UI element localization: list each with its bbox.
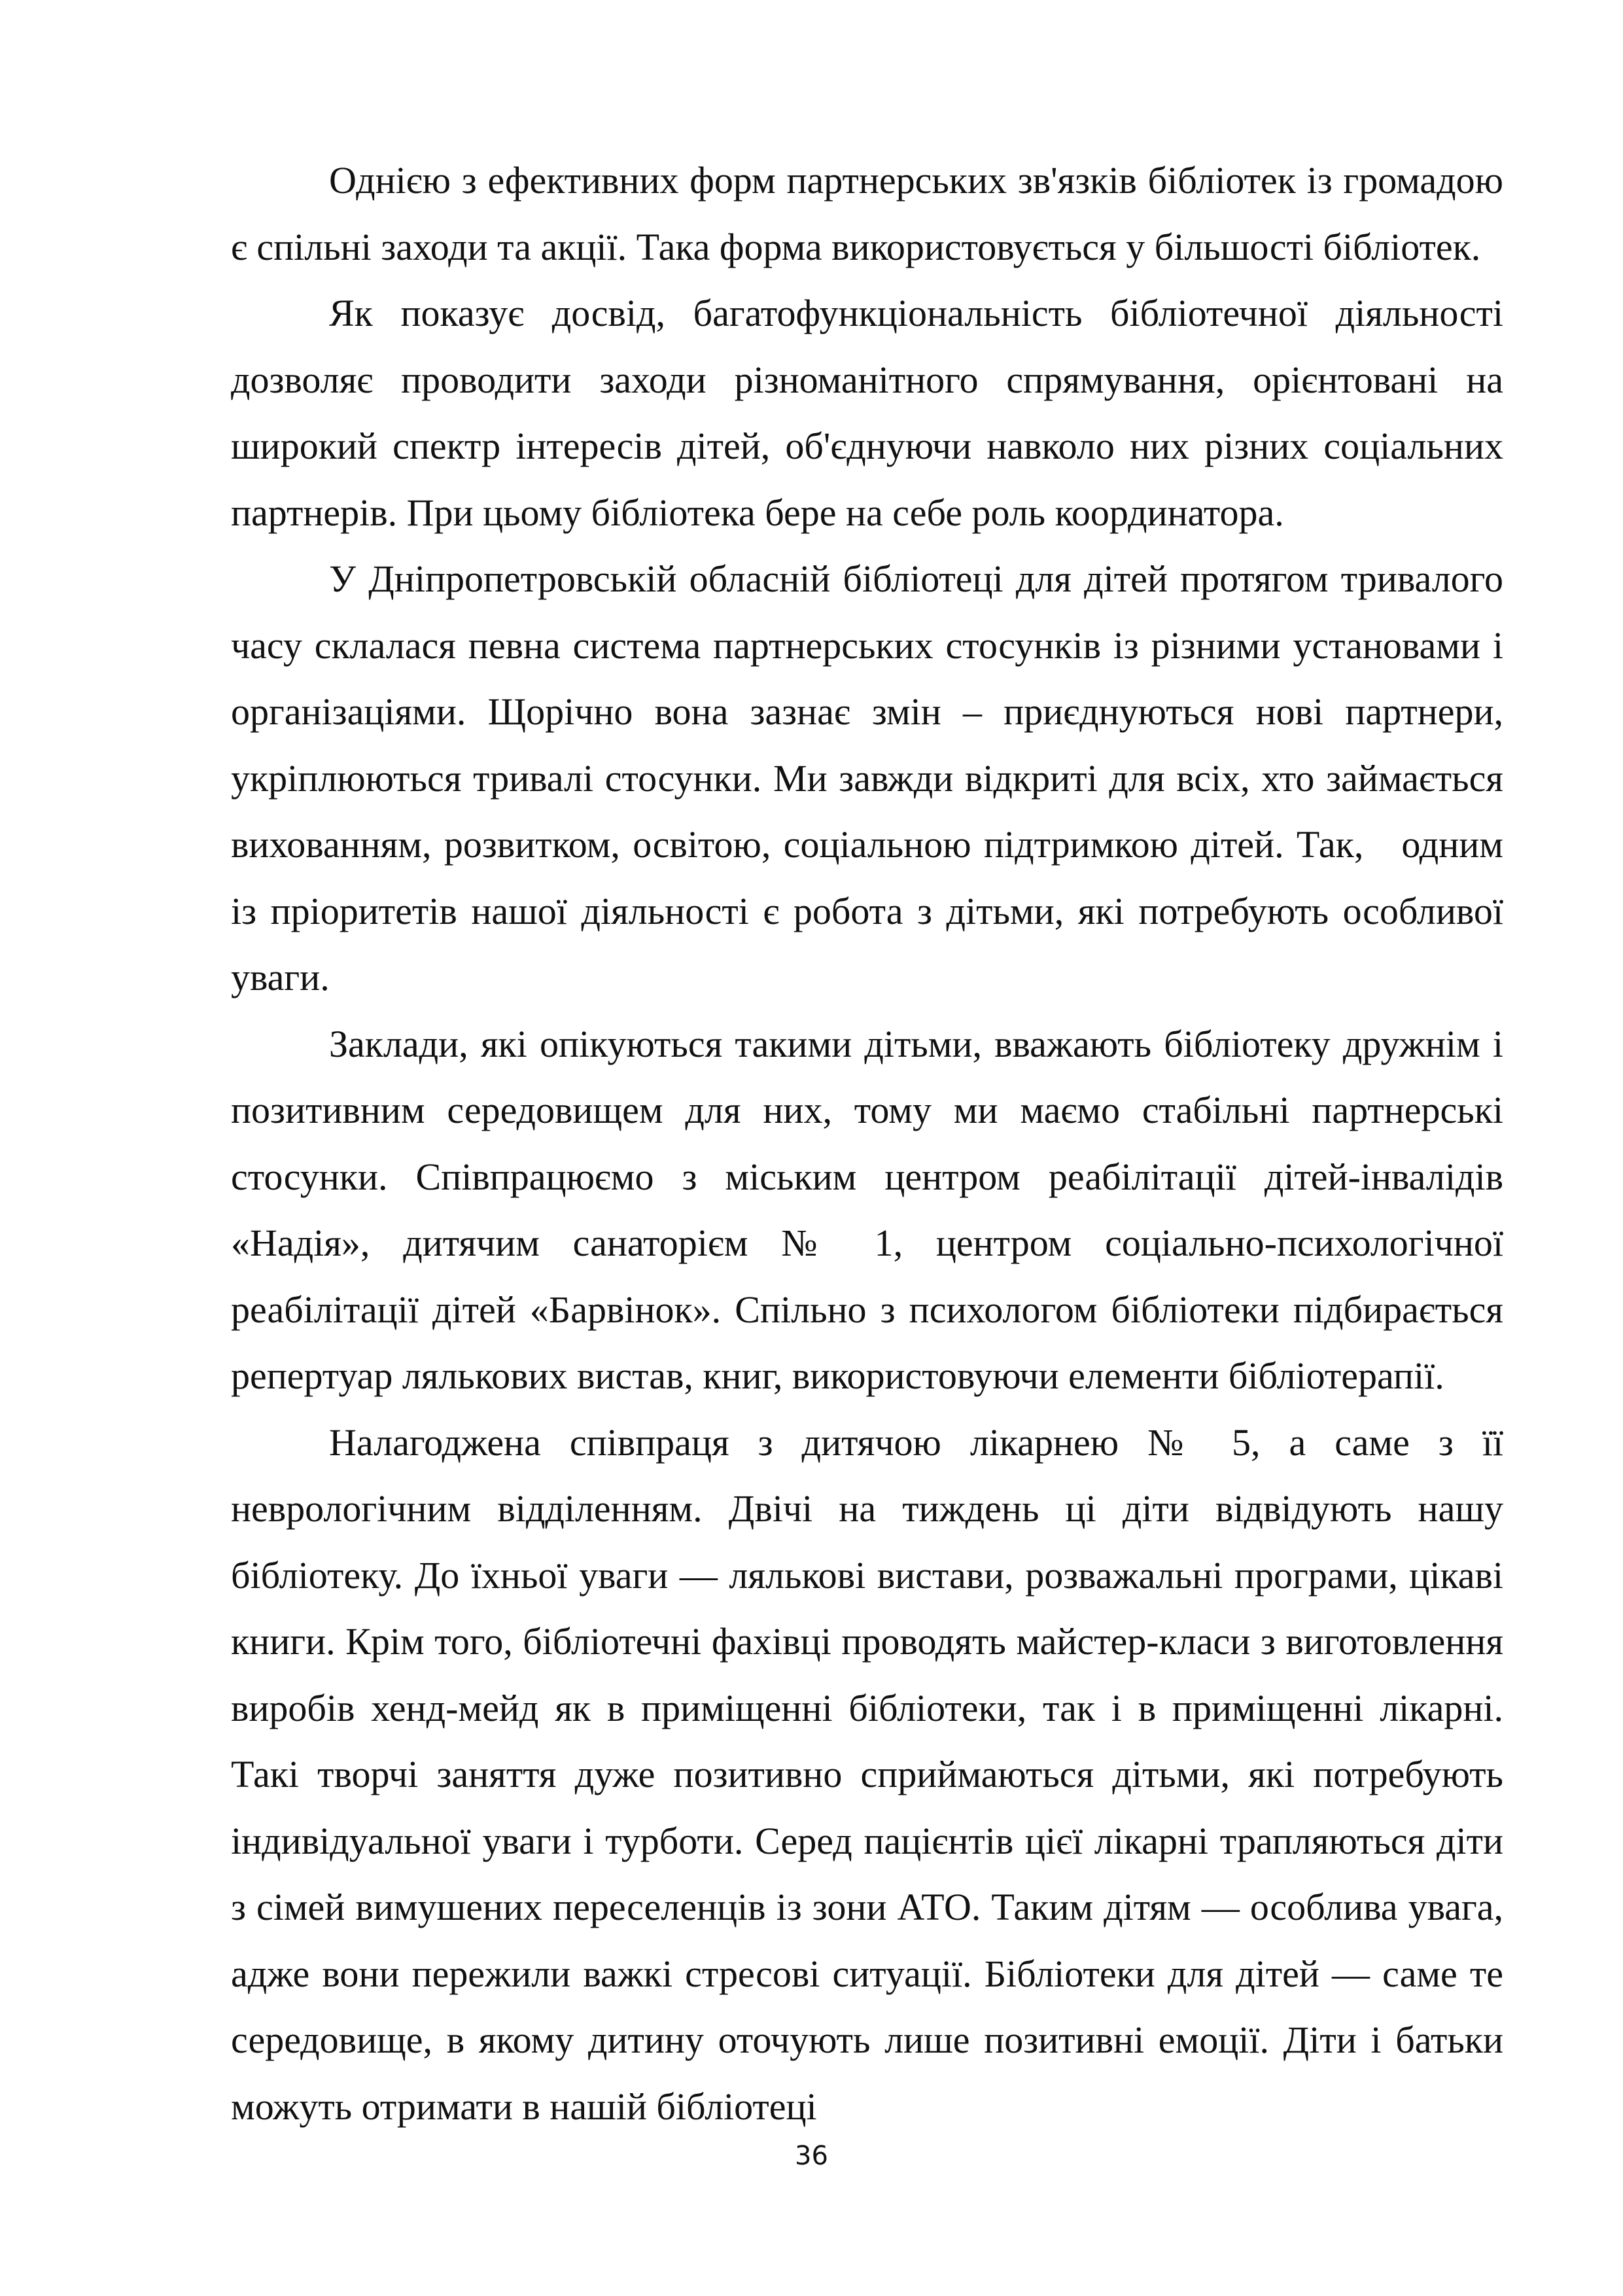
page-number: 36 [795,2141,828,2171]
paragraph-2: Як показує досвід, багатофункціональність бібліотечної діяльності дозволяє проводити заходи різноманітного спрямування, орієнтовані на широкий спектр інтересів дітей, об'єднуючи навколо них різних соціальних партнерів. При цьому бібліотека бере на себе роль координатора. [231,292,1503,534]
paragraph-5: Налагоджена співпраця з дитячою лікарнею № 5, а саме з її неврологічним відділенням. Двічі на тиждень ці діти відвідують нашу бібліотеку. До їхньої уваги — лялькові вистави, розважальні програми, цікаві книги. Крім того, бібліотечні фахівці проводять майстер-класи з виготовлення виробів хенд-мейд як в приміщенні бібліотеки, так і в приміщенні лікарні. Такі творчі заняття дуже позитивно сприймаються дітьми, які потребують індивідуальної уваги і турботи. Серед пацієнтів цієї лікарні трапляються діти з сімей вимушених переселенців із зони АТО. Таким дітям — особлива увага, адже вони пережили важкі стресові ситуації. Бібліотеки для дітей — саме те середовище, в якому дитину оточують лише позитивні емоції. Діти і батьки можуть отримати в нашій бібліотеці [231,1421,1503,2128]
paragraph-1: Однією з ефективних форм партнерських зв'язків бібліотек із громадою є спільні заходи та акції. Така форма використовується у більшості бібліотек. [231,159,1503,268]
paragraph-4: Заклади, які опікуються такими дітьми, вважають бібліотеку дружнім і позитивним середовищем для них, тому ми маємо стабільні партнерські стосунки. Співпрацюємо з міським центром реабілітації дітей-інвалідів «Надія», дитячим санаторієм № 1, центром соціально-психологічної реабілітації дітей «Барвінок». Спільно з психологом бібліотеки підбирається репертуар лялькових вистав, книг, використовуючи елементи бібліотерапії. [231,1022,1503,1397]
paragraph-3: У Дніпропетровській обласній бібліотеці для дітей протягом тривалого часу склалася певна система партнерських стосунків із різними установами і організаціями. Щорічно вона зазнає змін – приєднуються нові партнери, укріплюються тривалі стосунки. Ми завжди відкриті для всіх, хто займається вихованням, розвитком, освітою, соціальною підтримкою дітей. Так, одним із пріоритетів нашої діяльності є робота з дітьми, які потребують особливої уваги. [231,557,1513,998]
body-text [231,147,1513,2140]
